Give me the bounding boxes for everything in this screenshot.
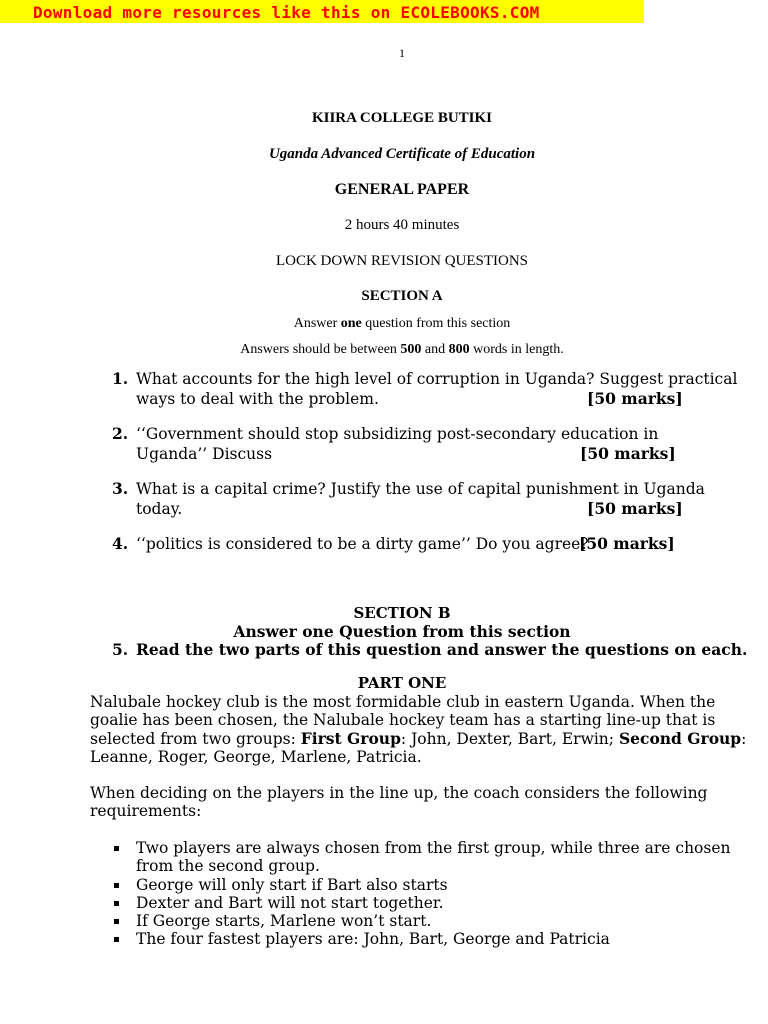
list-item: If George starts, Marlene won’t start. [112, 912, 731, 930]
school-name: KIIRA COLLEGE BUTIKI [311, 110, 493, 126]
second-group-label: Second Group [618, 728, 742, 748]
download-banner [0, 0, 644, 23]
paragraph-line: Nalubale hockey club is the most formidable club in eastern Uganda. When the [90, 693, 716, 711]
question-number: 2. [112, 424, 129, 443]
paragraph-club-description [90, 693, 746, 766]
paper-title: GENERAL PAPER [334, 181, 470, 198]
question-text-line2: Uganda’’ Discuss [136, 445, 273, 463]
question-number: 3. [112, 479, 129, 498]
part-one-title: PART ONE [357, 674, 447, 692]
section-b-instruction: Answer one Question from this section [233, 622, 571, 641]
paragraph-line: goalie has been chosen, the Nalubale hockey team has a starting line-up that is [90, 711, 716, 730]
question-text-line1: ‘‘Government should stop subsidizing post-secondary education in [136, 425, 659, 443]
bullet-icon [114, 937, 119, 942]
bullet-icon [114, 846, 119, 851]
banner-text: Download more resources like this on ECOLEBOOKS.COM [33, 3, 540, 22]
question-text-line2: ways to deal with the problem. [136, 390, 379, 408]
question-text-line1: What accounts for the high level of corruption in Uganda? Suggest practical [136, 370, 738, 388]
first-group-label: First Group [300, 728, 401, 748]
paragraph-line: selected from two groups: First Group: John, Dexter, Bart, Erwin; Second Group: [90, 728, 747, 748]
paragraph-line: When deciding on the players in the line up, the coach considers the following [90, 784, 708, 802]
question-number: 4. [112, 534, 129, 553]
list-item: Dexter and Bart will not start together. [112, 894, 731, 912]
question-marks: [50 marks] [587, 499, 683, 518]
requirements-list [112, 839, 731, 949]
question-text-line1: What is a capital crime? Justify the use of capital punishment in Uganda [136, 480, 705, 498]
question-text-line1: ‘‘politics is considered to be a dirty game’’ Do you agree? [136, 535, 589, 553]
exam-duration: 2 hours 40 minutes [344, 217, 460, 233]
section-b-title: SECTION B [353, 604, 451, 622]
list-item: Two players are always chosen from the first group, while three are chosen from the second group. [112, 839, 731, 876]
question-text-line2: today. [136, 500, 183, 518]
section-a-title: SECTION A [361, 288, 443, 304]
question-marks: [50 marks] [587, 389, 683, 408]
paragraph-line: Leanne, Roger, George, Marlene, Patricia. [90, 747, 422, 766]
certificate-title: Uganda Advanced Certificate of Education [268, 146, 536, 162]
list-item: George will only start if Bart also starts [112, 876, 731, 894]
bullet-icon [114, 901, 119, 906]
question-number: 1. [112, 369, 129, 388]
page-number: 1 [399, 46, 405, 60]
bullet-icon [114, 919, 119, 924]
word-length-instruction: Answers should be between 500 and 800 words in length. [240, 342, 564, 357]
question-marks: [50 marks] [579, 534, 675, 553]
revision-subtitle: LOCK DOWN REVISION QUESTIONS [275, 253, 529, 269]
section-a-instruction: Answer one question from this section [293, 316, 511, 331]
list-item: The four fastest players are: John, Bart, George and Patricia [112, 930, 731, 948]
question-marks: [50 marks] [580, 444, 676, 463]
paragraph-requirements-intro [90, 784, 707, 821]
question-number: 5. [112, 640, 129, 659]
bullet-icon [114, 883, 119, 888]
question-text: Read the two parts of this question and answer the questions on each. [136, 640, 748, 659]
paragraph-line: requirements: [90, 802, 202, 821]
